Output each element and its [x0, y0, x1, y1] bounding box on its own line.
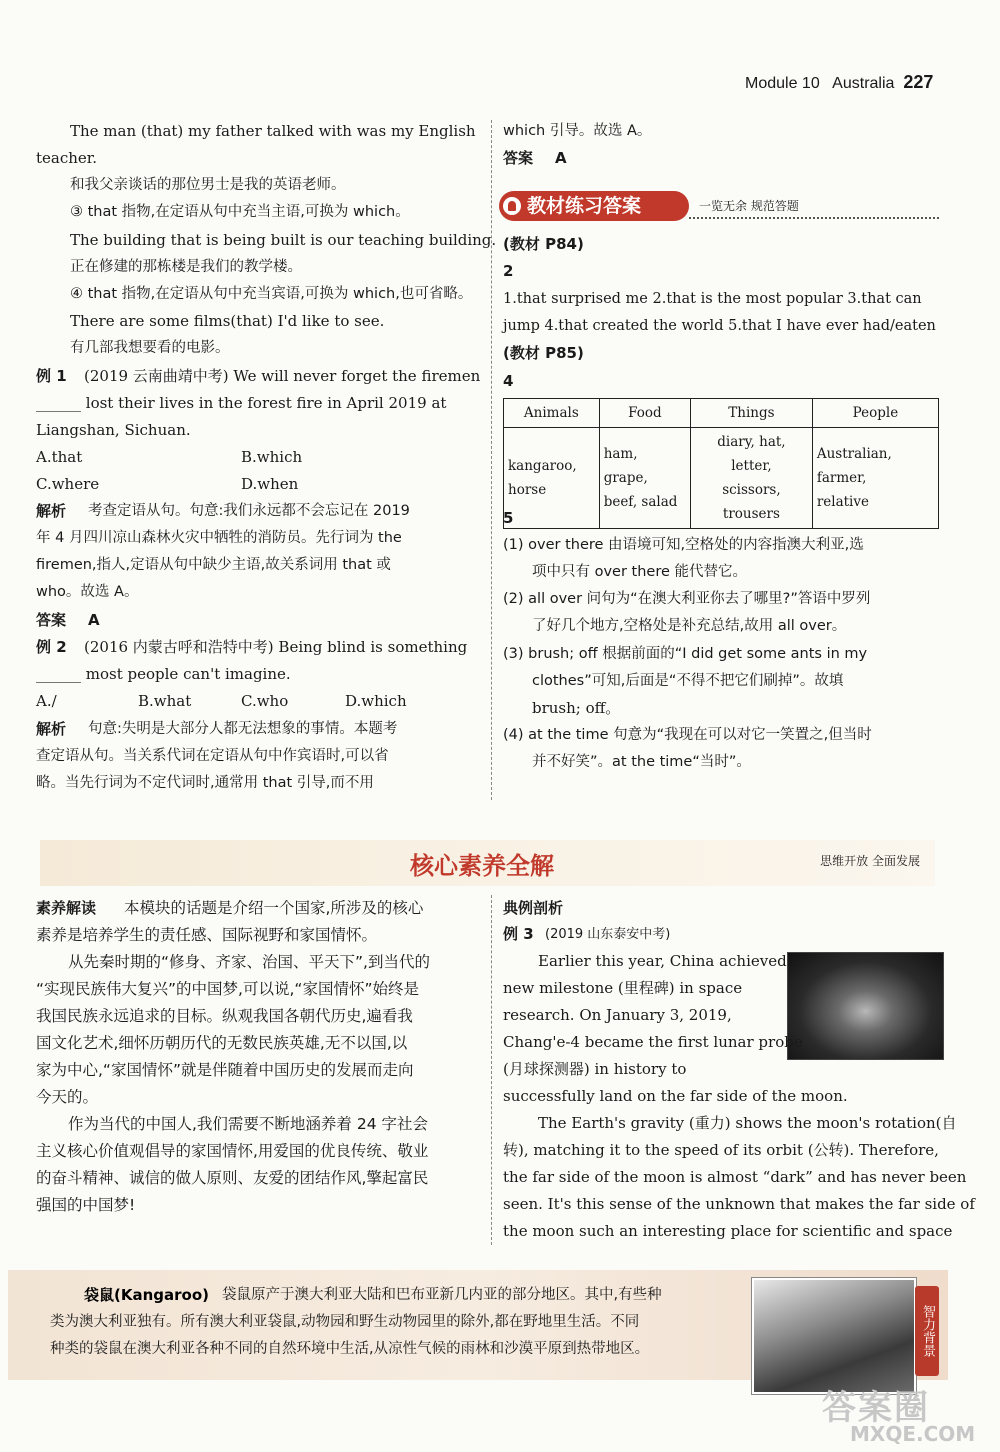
apple-icon — [503, 197, 521, 215]
textbook-answers-banner — [499, 191, 939, 221]
analysis-text: 句意:失明是大部分人都无法想象的事情。本题考 — [88, 721, 398, 737]
text-line: 今天的。 — [36, 1088, 99, 1106]
option-c: C.who — [241, 692, 289, 710]
question-number: 5 — [503, 509, 514, 527]
example-text: (2019 云南曲靖中考) We will never forget the firemen — [84, 367, 481, 385]
lunar-probe-photo — [787, 952, 944, 1060]
column-divider-top — [491, 120, 492, 800]
text-line: (2) all over 问句为“在澳大利亚你去了哪里?”答语中罗列 — [503, 591, 871, 607]
tip-badge: 智力背景 — [915, 1286, 939, 1376]
page-header — [745, 72, 933, 93]
example-source: (2019 山东泰安中考) — [545, 927, 671, 942]
text-line: 1.that surprised me 2.that is the most popular 3.that can — [503, 291, 922, 307]
passage-line: 转), matching it to the speed of its orbit (公转). Therefore, — [503, 1141, 939, 1159]
passage-line: the moon such an interesting place for scientific and space — [503, 1222, 953, 1240]
passage-line: Chang'e-4 became the first lunar probe — [503, 1033, 803, 1051]
passage-line: seen. It's this sense of the unknown that makes the far side of — [503, 1195, 975, 1213]
text-line: 的奋斗精神、诚信的做人原则、友爱的团结作风,擎起富民 — [36, 1169, 429, 1187]
tip-line: 袋鼠原产于澳大利亚大陆和巴布亚新几内亚的部分地区。其中,有些种 — [222, 1287, 662, 1303]
text-line: jump 4.that created the world 5.that I have ever had/eaten — [503, 318, 936, 334]
analysis-text: 略。当先行词为不定代词时,通常用 that 引导,而不用 — [36, 775, 374, 791]
table-header: Food — [599, 399, 690, 428]
answer-value: A — [88, 611, 100, 629]
text-line: teacher. — [36, 149, 98, 167]
core-literacy-banner — [40, 840, 935, 886]
text-line: 家为中心,“家国情怀”就是伴随着中国历史的发展而走向 — [36, 1061, 414, 1079]
option-b: B.which — [241, 448, 303, 466]
text-line: ④ that 指物,在定语从句中充当宾语,可换为 which,也可省略。 — [70, 286, 473, 302]
watermark — [822, 1380, 998, 1450]
text-line: There are some films(that) I'd like to see. — [70, 312, 385, 330]
text-line: clothes”可知,后面是“不得不把它们刷掉”。故填 — [532, 673, 844, 689]
text-line: 国文化艺术,细怀历朝历代的无数民族英雄,无不以国,以 — [36, 1034, 408, 1052]
answer-value: A — [555, 149, 567, 167]
example-label: 例 3 — [503, 925, 534, 943]
text-line: 从先秦时期的“修身、齐家、治国、平天下”,到当代的 — [68, 953, 430, 971]
text-line: 项中只有 over there 能代替它。 — [532, 564, 748, 580]
answer-label: 答案 — [36, 611, 67, 629]
passage-line: The Earth's gravity (重力) shows the moon's rotation(自 — [538, 1114, 957, 1132]
analysis-text: 查定语从句。当关系代词在定语从句中作宾语时,可以省 — [36, 748, 389, 764]
text-line: 主义核心价值观倡导的家国情怀,用爱国的优良传统、敬业 — [36, 1142, 429, 1160]
text-line: 素养是培养学生的责任感、国际视野和家国情怀。 — [36, 926, 378, 944]
text-line: 强国的中国梦! — [36, 1196, 136, 1214]
option-b: B.what — [138, 692, 192, 710]
section-heading: (教材 P84) — [503, 235, 584, 253]
answer-table — [503, 398, 939, 529]
question-number: 4 — [503, 372, 514, 390]
table-header: Things — [691, 399, 813, 428]
banner-rule — [689, 217, 939, 219]
banner-title: 教材练习答案 — [499, 191, 689, 221]
example-text: Liangshan, Sichuan. — [36, 421, 191, 439]
example-label: 例 2 — [36, 638, 67, 656]
passage-line: (月球探测器) in history to — [503, 1060, 687, 1078]
section-heading: (教材 P85) — [503, 344, 584, 362]
table-row — [504, 428, 939, 529]
text-line: “实现民族伟大复兴”的中国梦,可以说,“家国情怀”始终是 — [36, 980, 419, 998]
section-tag: 思维开放 全面发展 — [820, 854, 920, 868]
example-text: ______ most people can't imagine. — [36, 665, 291, 683]
text-line: (4) at the time 句意为“我现在可以对它一笑置之,但当时 — [503, 727, 872, 743]
text-line: 并不好笑”。at the time“当时”。 — [532, 754, 751, 770]
text-line: 有几部我想要看的电影。 — [70, 340, 230, 356]
table-cell: diary, hat, letter, scissors, trousers — [691, 428, 813, 529]
passage-line: the far side of the moon is almost “dark” and has never been — [503, 1168, 967, 1186]
table-cell: ham, grape, beef, salad — [599, 428, 690, 529]
module-label: Module 10 — [745, 75, 820, 92]
topic-label: Australia — [832, 75, 895, 92]
text-line: (3) brush; off 根据前面的“I did get some ants in my — [503, 646, 868, 662]
option-c: C.where — [36, 475, 100, 493]
example-text: ______ lost their lives in the forest fire in April 2019 at — [36, 394, 447, 412]
option-a: A.that — [36, 448, 83, 466]
table-header: Animals — [504, 399, 600, 428]
tip-line: 类为澳大利亚独有。所有澳大利亚袋鼠,动物园和野生动物园里的除外,都在野地里生活。不同 — [50, 1314, 640, 1330]
section-title: 核心素养全解 — [410, 852, 554, 880]
tip-line: 种类的袋鼠在澳大利亚各种不同的自然环境中生活,从凉性气候的雨林和沙漠平原到热带地区。 — [50, 1341, 650, 1357]
page-number: 227 — [903, 72, 934, 92]
example-text: (2016 内蒙古呼和浩特中考) Being blind is something — [84, 638, 468, 656]
option-a: A./ — [36, 692, 57, 710]
text-line: which 引导。故选 A。 — [503, 123, 652, 139]
section-label: 典例剖析 — [503, 899, 564, 917]
text-line: 本模块的话题是介绍一个国家,所涉及的核心 — [124, 899, 424, 917]
text-line: 了好几个地方,空格处是补充总结,故用 all over。 — [532, 618, 847, 634]
analysis-text: 考查定语从句。句意:我们永远都不会忘记在 2019 — [88, 503, 410, 519]
text-line: 作为当代的中国人,我们需要不断地涵养着 24 字社会 — [68, 1115, 429, 1133]
passage-line: new milestone (里程碑) in space — [503, 979, 743, 997]
passage-line: Earlier this year, China achieved a — [538, 952, 801, 970]
analysis-label: 解析 — [36, 502, 67, 520]
text-line: brush; off。 — [532, 699, 621, 717]
tip-title: 袋鼠(Kangaroo) — [84, 1286, 210, 1304]
section-label: 素养解读 — [36, 899, 97, 917]
passage-line: research. On January 3, 2019, — [503, 1006, 732, 1024]
table-cell: kangaroo, horse — [504, 428, 600, 529]
text-line: (1) over there 由语境可知,空格处的内容指澳大利亚,选 — [503, 537, 864, 553]
text-line: ③ that 指物,在定语从句中充当主语,可换为 which。 — [70, 204, 410, 220]
kangaroo-photo — [752, 1278, 916, 1394]
analysis-label: 解析 — [36, 720, 67, 738]
analysis-text: who。故选 A。 — [36, 584, 139, 600]
analysis-text: 年 4 月四川凉山森林火灾中牺牲的消防员。先行词为 the — [36, 530, 402, 546]
column-divider-bottom — [491, 895, 492, 1245]
table-cell: Australian, farmer, relative — [812, 428, 938, 529]
question-number: 2 — [503, 262, 514, 280]
text-line: The building that is being built is our teaching building. — [70, 231, 497, 249]
option-d: D.when — [241, 475, 299, 493]
watermark-text: 答案圈 — [822, 1388, 930, 1428]
table-header-row — [504, 399, 939, 428]
text-line: 和我父亲谈话的那位男士是我的英语老师。 — [70, 177, 346, 193]
analysis-text: firemen,指人,定语从句中缺少主语,故关系词用 that 或 — [36, 557, 391, 573]
text-line: 正在修建的那栋楼是我们的教学楼。 — [70, 259, 302, 275]
example-label: 例 1 — [36, 367, 67, 385]
banner-tag: 一览无余 规范答题 — [699, 199, 799, 213]
passage-line: successfully land on the far side of the moon. — [503, 1087, 848, 1105]
table-header: People — [812, 399, 938, 428]
watermark-url: MXQE.COM — [850, 1422, 976, 1446]
answer-label: 答案 — [503, 149, 534, 167]
text-line: 我国民族永远追求的目标。纵观我国各朝代历史,遍看我 — [36, 1007, 413, 1025]
option-d: D.which — [345, 692, 407, 710]
text-line: The man (that) my father talked with was my English — [70, 122, 476, 140]
